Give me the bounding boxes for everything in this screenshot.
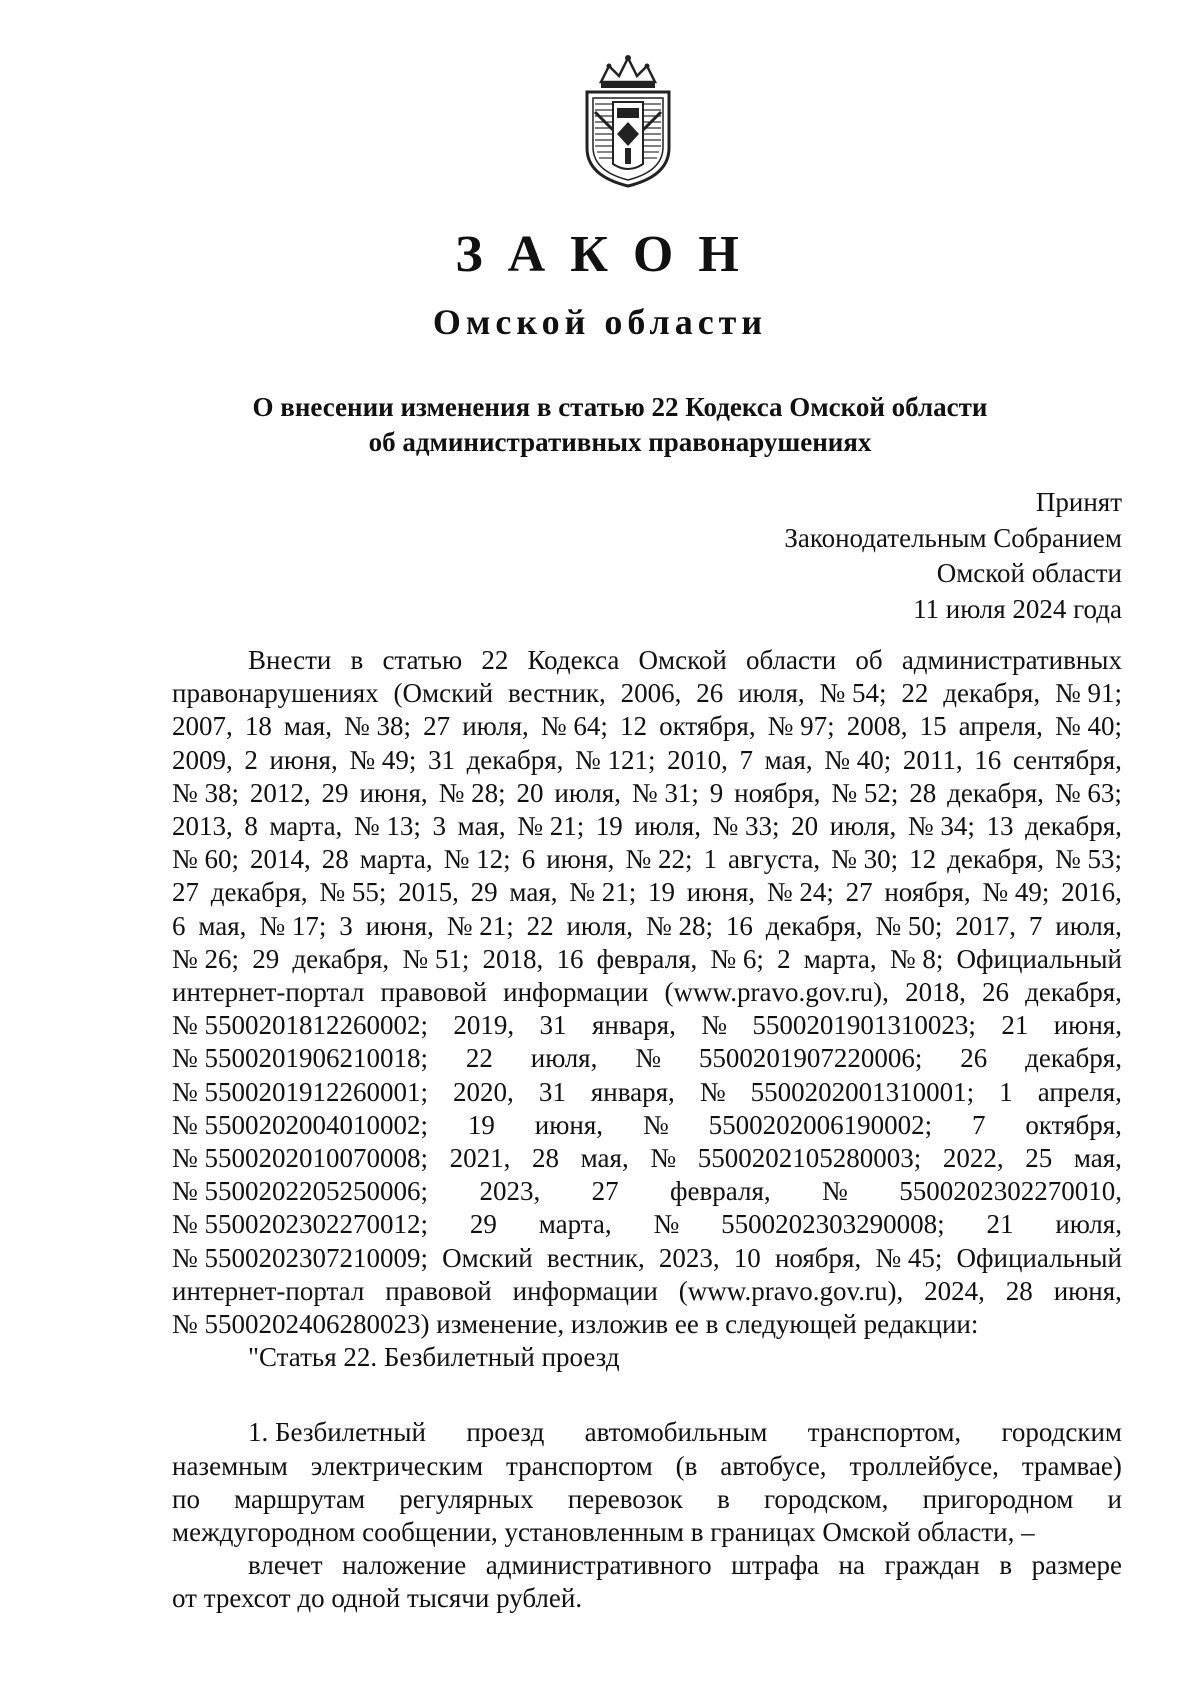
- word: № 52;: [831, 777, 899, 808]
- word: 28: [1005, 1275, 1033, 1306]
- word: 2007,: [172, 711, 233, 742]
- word: 2018,: [482, 943, 544, 974]
- word: февраля,: [596, 943, 698, 974]
- word: июня,: [1053, 1275, 1122, 1306]
- word: 13: [986, 811, 1014, 842]
- text-line: [172, 1483, 1122, 1516]
- word: 28: [321, 844, 349, 875]
- word: Кодекса: [527, 645, 620, 675]
- word: января,: [590, 1076, 675, 1107]
- word: 6: [521, 844, 536, 875]
- preamble-paragraph: [172, 644, 1122, 1341]
- word: № 24;: [766, 877, 834, 908]
- word: в: [350, 645, 364, 675]
- word: июля,: [566, 910, 634, 941]
- subject-line: об административных правонарушениях: [368, 427, 872, 457]
- word: декабря,: [765, 910, 863, 941]
- word: 8: [244, 811, 258, 842]
- word: влечет: [248, 1550, 323, 1581]
- word: № 5500202307210009;: [172, 1242, 429, 1273]
- word: № 40;: [824, 744, 892, 775]
- word: граждан: [884, 1550, 980, 1581]
- word: № 121;: [575, 744, 656, 775]
- word: № 40;: [1054, 711, 1122, 742]
- word: Омский: [442, 1242, 533, 1273]
- word: 5500201901310023;: [752, 1010, 976, 1041]
- word: декабря,: [1025, 1043, 1122, 1074]
- word: 5500202001310001;: [750, 1076, 975, 1107]
- word: 5500202105280003;: [697, 1143, 922, 1174]
- word: июля,: [829, 811, 897, 842]
- word: ноября,: [734, 777, 821, 808]
- word: июня,: [359, 777, 428, 808]
- word: 2024,: [924, 1275, 985, 1306]
- word: ноября,: [774, 1242, 862, 1273]
- text-line: [172, 1549, 1122, 1582]
- word: марта,: [269, 811, 343, 842]
- text-line: [172, 843, 1122, 876]
- word: на: [838, 1550, 865, 1581]
- word: регулярных: [399, 1483, 534, 1514]
- word: № 60;: [172, 844, 240, 875]
- word: 27: [591, 1176, 619, 1207]
- article-paragraph-2: [172, 1549, 1122, 1615]
- law-subject-heading: [160, 390, 1080, 460]
- word: 31: [538, 1076, 566, 1107]
- adoption-line: Омской области: [936, 558, 1122, 588]
- word: 6: [172, 910, 186, 941]
- word: в: [717, 1483, 730, 1514]
- word: 12: [619, 711, 647, 742]
- word: 2023,: [479, 1176, 541, 1207]
- word: 5500201907220006;: [698, 1043, 923, 1074]
- word: № 45;: [875, 1242, 943, 1273]
- word: 22: [465, 1043, 493, 1074]
- word: 2023,: [658, 1242, 720, 1273]
- word: (www.pravo.gov.ru),: [678, 1275, 904, 1306]
- word: 3: [339, 910, 353, 941]
- word: 2011,: [902, 744, 963, 775]
- text-line: [172, 777, 1122, 810]
- word: марта,: [359, 844, 433, 875]
- word: 12: [909, 844, 937, 875]
- word: правовой: [385, 1275, 492, 1306]
- word: № 49;: [349, 744, 417, 775]
- text-line: [172, 1142, 1122, 1175]
- text-line: № 5500202406280023) изменение, изложив ее в следующей редакции:: [172, 1309, 979, 1340]
- word: статью: [382, 645, 463, 675]
- word: № 54;: [819, 678, 887, 709]
- word: декабря,: [210, 877, 308, 908]
- word: 2018,: [905, 977, 966, 1008]
- word: 29: [321, 777, 349, 808]
- word: № 5500202010070008;: [172, 1143, 429, 1174]
- word: электрическим: [310, 1450, 484, 1481]
- word: № 21;: [446, 910, 514, 941]
- word: 19: [467, 1109, 495, 1140]
- word: № 13;: [353, 811, 421, 842]
- word: октября,: [659, 711, 756, 742]
- adoption-date: 11 июля 2024 года: [913, 593, 1122, 624]
- text-line: [172, 1042, 1122, 1075]
- word: сентября,: [1012, 744, 1122, 775]
- word: транспортом,: [807, 1417, 962, 1448]
- text-line: [172, 1109, 1122, 1142]
- word: №: [699, 1076, 726, 1107]
- word: мая,: [457, 811, 506, 842]
- word: ноября,: [884, 877, 971, 908]
- text-line: от трехсот до одной тысячи рублей.: [172, 1583, 583, 1614]
- word: 2008,: [846, 711, 908, 742]
- word: маршрутам: [234, 1483, 366, 1514]
- word: трамвае): [1021, 1450, 1122, 1481]
- document-type-title: З А К О Н: [455, 226, 745, 283]
- word: 3: [432, 811, 446, 842]
- text-line: [172, 1450, 1122, 1483]
- word: июня,: [365, 910, 434, 941]
- word: мая,: [509, 877, 558, 908]
- word: 7: [972, 1109, 986, 1140]
- word: № 28;: [438, 777, 506, 808]
- word: интернет-портал: [172, 977, 365, 1008]
- word: 22: [901, 678, 929, 709]
- text-line: [172, 943, 1122, 976]
- issuing-region-subtitle: Омской области: [432, 302, 768, 342]
- word: декабря,: [292, 943, 390, 974]
- word: 20: [516, 777, 544, 808]
- text-line: [172, 1175, 1122, 1208]
- article-paragraph-1: [172, 1416, 1122, 1549]
- text-line: [172, 1009, 1122, 1042]
- word: 1: [703, 844, 717, 875]
- text-line: [172, 1208, 1122, 1241]
- text-line: [172, 910, 1122, 943]
- word: правонарушениях: [172, 678, 379, 709]
- word: №: [635, 1043, 661, 1074]
- word: 1: [999, 1076, 1013, 1107]
- word: 2012,: [249, 777, 311, 808]
- word: января,: [591, 1010, 676, 1041]
- word: 31: [427, 744, 455, 775]
- text-line: [172, 810, 1122, 843]
- word: информации: [512, 1275, 658, 1306]
- word: информации: [503, 977, 649, 1008]
- word: 15: [919, 711, 947, 742]
- word: 2009,: [172, 744, 233, 775]
- word: февраля,: [670, 1176, 771, 1207]
- text-line: [172, 677, 1122, 710]
- word: 9: [709, 777, 724, 808]
- word: 2015,: [398, 877, 459, 908]
- adoption-line: Принят: [1035, 487, 1122, 517]
- word: 26: [960, 1043, 988, 1074]
- word: 2016,: [1061, 877, 1122, 908]
- text-line: междугородном сообщении, установленным в границах Омской области, –: [172, 1517, 1035, 1548]
- word: 2: [777, 943, 791, 974]
- word: мая,: [198, 910, 247, 941]
- word: области: [745, 645, 837, 675]
- word: июля,: [554, 777, 621, 808]
- word: 16: [556, 943, 584, 974]
- word: перевозок: [567, 1483, 683, 1514]
- word: июля,: [1055, 1209, 1122, 1240]
- word: 28: [532, 1143, 560, 1174]
- word: наземным: [172, 1450, 288, 1481]
- word: № 8;: [889, 943, 944, 974]
- word: № 21;: [517, 811, 585, 842]
- word: декабря,: [943, 678, 1041, 709]
- word: № 6;: [710, 943, 764, 974]
- word: № 17;: [259, 910, 327, 941]
- word: августа,: [727, 844, 821, 875]
- word: № 64;: [540, 711, 608, 742]
- word: июня,: [269, 744, 338, 775]
- word: 5500202006190002;: [708, 1109, 933, 1140]
- word: № 5500201906210018;: [172, 1043, 429, 1074]
- word: № 5500202302270012;: [172, 1209, 429, 1240]
- word: 29: [470, 877, 498, 908]
- word: мая,: [1073, 1143, 1122, 1174]
- word: городским: [1001, 1417, 1122, 1448]
- word: 21: [1001, 1010, 1029, 1041]
- word: 22: [481, 645, 509, 675]
- word: 31: [539, 1010, 567, 1041]
- word: 7: [739, 744, 753, 775]
- word: 2013,: [172, 811, 233, 842]
- word: № 26;: [172, 943, 240, 974]
- word: марта,: [803, 943, 877, 974]
- word: апреля,: [958, 711, 1043, 742]
- word: 19: [595, 811, 623, 842]
- adoption-line: Законодательным Собранием: [784, 522, 1122, 553]
- word: декабря,: [947, 777, 1044, 808]
- word: вестник,: [546, 1242, 645, 1273]
- word: пригородном: [922, 1483, 1074, 1514]
- word: № 31;: [631, 777, 699, 808]
- word: мая,: [283, 711, 332, 742]
- word: 21: [986, 1209, 1014, 1240]
- adoption-block: [784, 485, 1122, 627]
- word: (в: [675, 1450, 698, 1481]
- word: мая,: [764, 744, 813, 775]
- word: 22: [526, 910, 554, 941]
- word: 2021,: [449, 1143, 511, 1174]
- word: автобусе,: [720, 1450, 827, 1481]
- word: № 38;: [344, 711, 412, 742]
- word: июля,: [530, 1043, 598, 1074]
- word: 29: [252, 943, 280, 974]
- word: (www.pravo.gov.ru),: [664, 977, 889, 1008]
- word: декабря,: [947, 844, 1044, 875]
- word: Внести: [248, 645, 332, 675]
- word: троллейбусе,: [849, 1450, 999, 1481]
- word: 10: [733, 1242, 761, 1273]
- word: декабря,: [1025, 811, 1122, 842]
- word: 2006,: [620, 678, 682, 709]
- word: декабря,: [1025, 977, 1122, 1008]
- word: административных: [901, 645, 1122, 675]
- word: 25: [1025, 1143, 1053, 1174]
- word: 20: [791, 811, 819, 842]
- word: № 63;: [1054, 777, 1122, 808]
- word: №: [650, 1143, 677, 1174]
- word: июня,: [546, 844, 615, 875]
- word: июля,: [738, 678, 805, 709]
- word: 2: [244, 744, 258, 775]
- coat-of-arms-icon: [573, 52, 683, 190]
- text-line: [172, 1242, 1122, 1275]
- word: № 53;: [1054, 844, 1122, 875]
- text-line: [172, 1076, 1122, 1109]
- word: № 21;: [569, 877, 637, 908]
- word: 2010,: [667, 744, 728, 775]
- word: №: [653, 1209, 680, 1240]
- word: № 33;: [712, 811, 780, 842]
- word: 16: [974, 744, 1002, 775]
- word: (Омский: [393, 678, 494, 709]
- word: №: [701, 1010, 728, 1041]
- word: № 12;: [443, 844, 511, 875]
- word: № 51;: [402, 943, 470, 974]
- word: 2014,: [250, 844, 311, 875]
- word: № 97;: [767, 711, 835, 742]
- word: июня,: [1053, 1010, 1122, 1041]
- text-line: [172, 1416, 1122, 1449]
- word: по: [172, 1483, 200, 1514]
- word: 2019,: [453, 1010, 515, 1041]
- word: интернет-портал: [172, 1275, 365, 1306]
- word: № 38;: [172, 777, 240, 808]
- word: № 34;: [907, 811, 975, 842]
- word: и: [1107, 1483, 1122, 1514]
- word: № 50;: [875, 910, 943, 941]
- word: административного: [485, 1550, 712, 1581]
- word: 28: [909, 777, 937, 808]
- word: 19: [648, 877, 676, 908]
- word: 2022,: [942, 1143, 1004, 1174]
- word: № 5500202205250006;: [172, 1176, 429, 1207]
- word: июня,: [686, 877, 756, 908]
- word: 29: [469, 1209, 497, 1240]
- word: 16: [725, 910, 753, 941]
- word: октября,: [1025, 1109, 1122, 1140]
- word: апреля,: [1037, 1076, 1122, 1107]
- word: № 5500201812260002;: [172, 1010, 429, 1041]
- word: № 28;: [645, 910, 713, 941]
- word: мая,: [580, 1143, 629, 1174]
- word: вестник,: [507, 678, 606, 709]
- law-body: [172, 644, 1122, 1616]
- word: 27: [172, 877, 199, 908]
- word: в: [999, 1550, 1013, 1581]
- text-line: [172, 876, 1122, 909]
- word: № 22;: [625, 844, 693, 875]
- word: 2020,: [453, 1076, 514, 1107]
- text-line: [172, 710, 1122, 743]
- text-line: [172, 744, 1122, 777]
- word: №: [822, 1176, 848, 1207]
- word: № 49;: [982, 877, 1050, 908]
- article-title: "Статья 22. Безбилетный проезд: [248, 1342, 620, 1373]
- word: Омской: [638, 645, 727, 675]
- word: 26: [981, 977, 1009, 1008]
- word: № 55;: [319, 877, 387, 908]
- word: 5500202302270010,: [899, 1176, 1122, 1207]
- word: Официальный: [956, 1242, 1122, 1273]
- word: июня,: [534, 1109, 604, 1140]
- word: 26: [696, 678, 724, 709]
- word: июля,: [462, 711, 529, 742]
- subject-line: О внесении изменения в статью 22 Кодекса Омской области: [252, 392, 988, 422]
- word: №: [642, 1109, 669, 1140]
- word: декабря,: [466, 744, 564, 775]
- word: транспортом: [506, 1450, 653, 1481]
- word: об: [855, 645, 883, 675]
- text-line: [172, 644, 1122, 677]
- word: 7: [1028, 910, 1043, 941]
- word: № 91;: [1054, 678, 1122, 709]
- word: марта,: [538, 1209, 612, 1240]
- word: размере: [1031, 1550, 1122, 1581]
- word: 2017,: [955, 910, 1017, 941]
- word: 27: [423, 711, 451, 742]
- word: штрафа: [731, 1550, 820, 1581]
- word: № 5500201912260001;: [172, 1076, 429, 1107]
- word: № 30;: [831, 844, 899, 875]
- word: 18: [244, 711, 272, 742]
- word: № 5500202004010002;: [172, 1109, 429, 1140]
- word: автомобильным: [584, 1417, 768, 1448]
- word: 1. Безбилетный: [248, 1417, 426, 1448]
- word: городском,: [763, 1483, 889, 1514]
- word: наложение: [342, 1550, 467, 1581]
- word: июля,: [1055, 910, 1122, 941]
- text-line: [172, 1275, 1122, 1308]
- word: проезд: [466, 1417, 545, 1448]
- word: 27: [845, 877, 873, 908]
- text-line: [172, 976, 1122, 1009]
- word: Официальный: [956, 943, 1122, 974]
- word: июля,: [634, 811, 701, 842]
- word: правовой: [380, 977, 487, 1008]
- word: 5500202303290008;: [721, 1209, 945, 1240]
